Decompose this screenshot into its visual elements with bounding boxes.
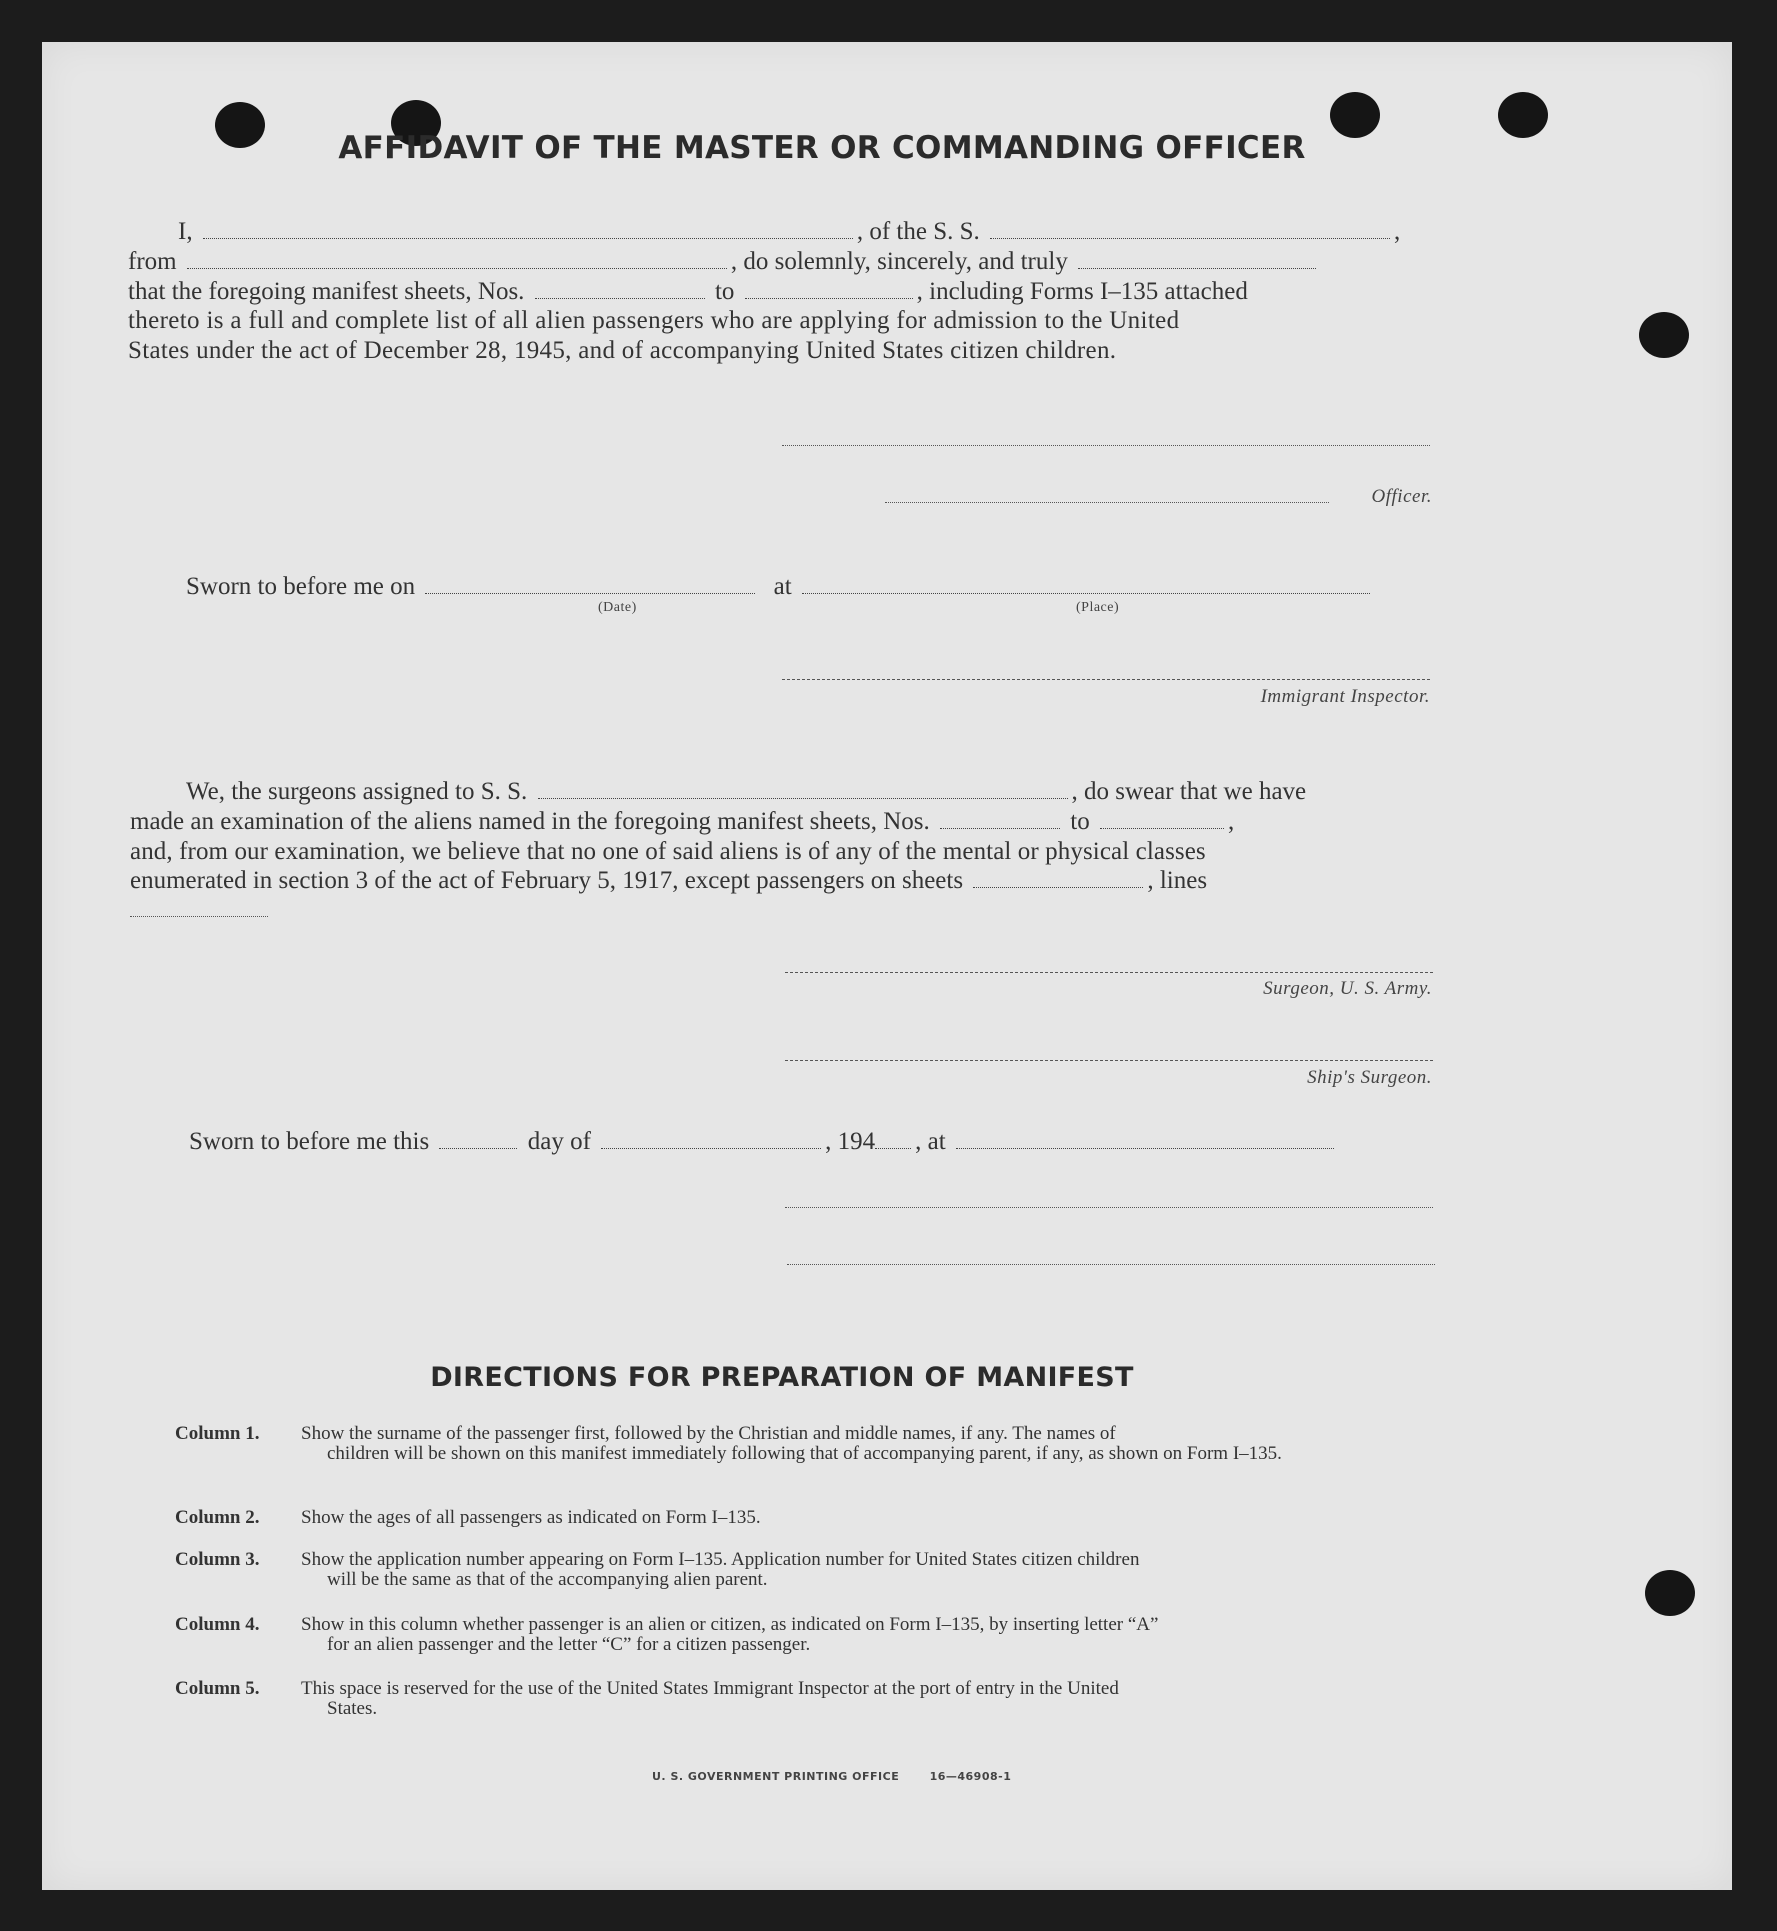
printer-imprint bbox=[652, 1770, 1011, 1783]
text-sworn-on: Sworn to before me on bbox=[186, 573, 416, 600]
direction-column-label: Column 4. bbox=[175, 1614, 260, 1635]
surgeons-line-3: and, from our examination, we believe that no one of said aliens is of any of the mental or physical classes bbox=[130, 838, 1206, 865]
date-label: (Date) bbox=[598, 600, 637, 615]
text-of-ss: , of the S. S. bbox=[856, 218, 980, 245]
ship-name-field[interactable] bbox=[990, 218, 1390, 239]
text-sworn-this: Sworn to before me this bbox=[189, 1128, 430, 1155]
army-surgeon-label: Surgeon, U. S. Army. bbox=[1263, 978, 1432, 999]
text-at: at bbox=[773, 573, 792, 600]
oath-type-field[interactable] bbox=[1078, 248, 1316, 269]
inspector-label: Immigrant Inspector. bbox=[1260, 686, 1430, 707]
affidavit-line-1 bbox=[178, 217, 1400, 247]
direction-item bbox=[175, 1424, 1480, 1464]
text-at: , at bbox=[915, 1128, 946, 1155]
affidavit-line-5: States under the act of December 28, 1945, and of accompanying United States citizen children. bbox=[128, 337, 1117, 364]
surgeons-line-4 bbox=[130, 866, 1207, 896]
affidavit-line-3 bbox=[128, 277, 1248, 307]
text-from: from bbox=[128, 248, 177, 275]
exam-sheet-from-field[interactable] bbox=[940, 808, 1060, 829]
direction-text: Show the surname of the passenger first, followed by the Christian and middle names, if any. The names of bbox=[301, 1423, 1116, 1444]
text-to: to bbox=[714, 278, 735, 305]
printer-name: U. S. GOVERNMENT PRINTING OFFICE bbox=[652, 1770, 900, 1783]
text-sheets: that the foregoing manifest sheets, Nos. bbox=[128, 278, 525, 305]
officer-signature-line[interactable] bbox=[885, 502, 1329, 503]
surgeons-line-2 bbox=[130, 807, 1234, 837]
sworn-this-line bbox=[189, 1127, 1338, 1157]
text-comma: , bbox=[1227, 808, 1235, 835]
text-lines: , lines bbox=[1147, 867, 1208, 894]
direction-item bbox=[175, 1508, 1480, 1528]
text-including: , including Forms I–135 attached bbox=[916, 278, 1248, 305]
sworn-date-field[interactable] bbox=[425, 573, 755, 594]
surgeons-line-1 bbox=[186, 777, 1306, 807]
direction-item bbox=[175, 1615, 1480, 1655]
direction-text: Show the application number appearing on Form I–135. Application number for United States citizen children bbox=[301, 1549, 1140, 1570]
signature-line[interactable] bbox=[782, 445, 1430, 446]
direction-column-label: Column 5. bbox=[175, 1678, 260, 1699]
exam-sheet-to-field[interactable] bbox=[1100, 808, 1224, 829]
text-to: to bbox=[1070, 808, 1090, 835]
sheet-from-field[interactable] bbox=[535, 278, 705, 299]
sworn-this-place-field[interactable] bbox=[956, 1128, 1334, 1149]
except-lines-field[interactable] bbox=[130, 916, 268, 917]
text-we-surgeons: We, the surgeons assigned to S. S. bbox=[186, 778, 528, 805]
inspector-signature-line[interactable] bbox=[782, 679, 1430, 680]
sworn-place-field[interactable] bbox=[802, 573, 1370, 594]
form-number: 16—46908-1 bbox=[929, 1770, 1012, 1783]
sworn-on-line bbox=[186, 572, 1374, 602]
text-year: , 194 bbox=[825, 1128, 876, 1155]
direction-item bbox=[175, 1550, 1480, 1590]
text-enumerated: enumerated in section 3 of the act of February 5, 1917, except passengers on sheets bbox=[130, 867, 964, 894]
direction-column-label: Column 2. bbox=[175, 1507, 260, 1528]
punch-hole bbox=[1645, 1570, 1695, 1616]
place-label: (Place) bbox=[1076, 600, 1120, 615]
direction-text: Show the ages of all passengers as indicated on Form I–135. bbox=[301, 1507, 761, 1528]
officer-label: Officer. bbox=[1371, 486, 1432, 507]
direction-text: Show in this column whether passenger is an alien or citizen, as indicated on Form I–135, by inserting letter “A” bbox=[301, 1614, 1159, 1635]
text-comma: , bbox=[1394, 218, 1401, 245]
text-examination: made an examination of the aliens named in the foregoing manifest sheets, Nos. bbox=[130, 808, 930, 835]
sheet-to-field[interactable] bbox=[745, 278, 913, 299]
day-field[interactable] bbox=[439, 1128, 517, 1149]
text-day-of: day of bbox=[527, 1128, 591, 1155]
direction-column-label: Column 1. bbox=[175, 1423, 260, 1444]
year-field[interactable] bbox=[875, 1128, 911, 1149]
signature-line[interactable] bbox=[787, 1264, 1435, 1265]
direction-text-continued: States. bbox=[327, 1698, 378, 1719]
direction-text-continued: will be the same as that of the accompanying alien parent. bbox=[327, 1569, 768, 1590]
officer-name-field[interactable] bbox=[203, 218, 853, 239]
ship-surgeon-signature-line[interactable] bbox=[785, 1060, 1433, 1061]
direction-text-continued: for an alien passenger and the letter “C” for a citizen passenger. bbox=[327, 1634, 811, 1655]
directions-title: DIRECTIONS FOR PREPARATION OF MANIFEST bbox=[430, 1362, 1134, 1393]
ship-surgeon-label: Ship's Surgeon. bbox=[1307, 1067, 1432, 1088]
text-i: I, bbox=[178, 218, 193, 245]
direction-column-label: Column 3. bbox=[175, 1549, 260, 1570]
from-port-field[interactable] bbox=[187, 248, 727, 269]
except-sheets-field[interactable] bbox=[973, 867, 1143, 888]
text-swear: , do swear that we have bbox=[1071, 778, 1307, 805]
direction-text-continued: children will be shown on this manifest immediately following that of accompanying parent, if any, as shown on Form I–135. bbox=[327, 1443, 1282, 1464]
punch-hole bbox=[1639, 312, 1689, 358]
surgeons-ship-field[interactable] bbox=[538, 778, 1068, 799]
affidavit-title: AFFIDAVIT OF THE MASTER OR COMMANDING OFFICER bbox=[338, 130, 1306, 166]
affidavit-line-4: thereto is a full and complete list of all alien passengers who are applying for admission to the United bbox=[128, 307, 1180, 334]
month-field[interactable] bbox=[601, 1128, 821, 1149]
affidavit-line-2 bbox=[128, 247, 1320, 277]
document-page bbox=[42, 42, 1732, 1890]
text-solemnly: , do solemnly, sincerely, and truly bbox=[730, 248, 1068, 275]
signature-line[interactable] bbox=[785, 1207, 1433, 1208]
direction-item bbox=[175, 1679, 1480, 1719]
army-surgeon-signature-line[interactable] bbox=[785, 972, 1433, 973]
direction-text: This space is reserved for the use of the United States Immigrant Inspector at the port of entry in the United bbox=[301, 1678, 1119, 1699]
